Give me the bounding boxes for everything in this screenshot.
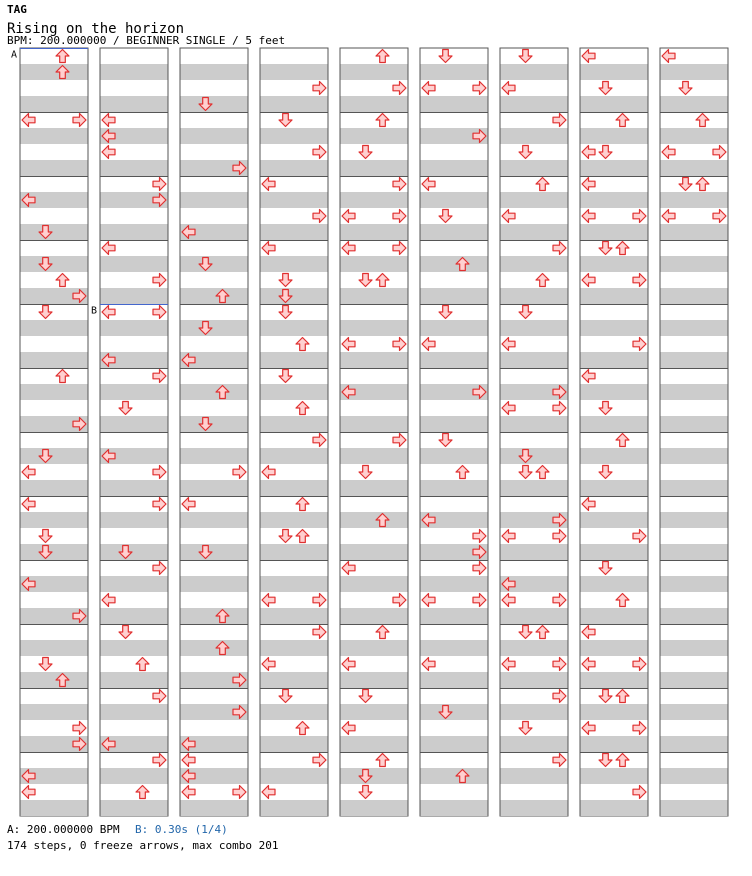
row-stripe [341,800,408,816]
row-stripe [581,384,648,400]
row-stripe [421,768,488,784]
row-stripe [661,480,728,496]
row-stripe [581,672,648,688]
row-stripe [661,672,728,688]
row-stripe [341,544,408,560]
stop-marker-label: B [91,305,98,317]
row-stripe [261,576,328,592]
row-stripe [581,768,648,784]
chart-column-2 [100,48,168,816]
step-stats: 174 steps, 0 freeze arrows, max combo 201 [7,839,279,852]
row-stripe [421,256,488,272]
song-title: Rising on the horizon [7,21,185,37]
row-stripe [181,288,248,304]
row-stripe [101,544,168,560]
row-stripe [341,448,408,464]
row-stripe [341,96,408,112]
row-stripe [341,320,408,336]
row-stripe [181,384,248,400]
row-stripe [261,480,328,496]
row-stripe [421,480,488,496]
row-stripe [661,576,728,592]
row-stripe [661,640,728,656]
row-stripe [21,256,88,272]
row-stripe [421,320,488,336]
row-stripe [421,64,488,80]
row-stripe [501,544,568,560]
row-stripe [21,160,88,176]
row-stripe [421,416,488,432]
row-stripe [341,736,408,752]
row-stripe [501,416,568,432]
row-stripe [341,480,408,496]
row-stripe [581,800,648,816]
row-stripe [581,128,648,144]
row-stripe [341,576,408,592]
row-stripe [181,128,248,144]
row-stripe [581,160,648,176]
row-stripe [341,256,408,272]
row-stripe [181,608,248,624]
row-stripe [261,64,328,80]
row-stripe [101,96,168,112]
row-stripe [501,768,568,784]
row-stripe [181,192,248,208]
row-stripe [421,672,488,688]
row-stripe [341,128,408,144]
row-stripe [661,256,728,272]
row-stripe [21,800,88,816]
row-stripe [21,640,88,656]
row-stripe [261,128,328,144]
row-stripe [341,608,408,624]
row-stripe [261,512,328,528]
row-stripe [261,544,328,560]
row-stripe [501,672,568,688]
row-stripe [661,192,728,208]
row-stripe [421,640,488,656]
row-stripe [661,352,728,368]
row-stripe [261,736,328,752]
row-stripe [341,640,408,656]
row-stripe [501,320,568,336]
row-stripe [581,224,648,240]
row-stripe [261,320,328,336]
legend-stop: B: 0.30s (1/4) [135,823,228,836]
row-stripe [421,352,488,368]
row-stripe [261,704,328,720]
row-stripe [501,352,568,368]
row-stripe [501,448,568,464]
row-stripe [661,416,728,432]
row-stripe [341,192,408,208]
row-stripe [421,288,488,304]
row-stripe [581,320,648,336]
row-stripe [261,224,328,240]
row-stripe [661,608,728,624]
row-stripe [261,352,328,368]
row-stripe [261,672,328,688]
row-stripe [501,96,568,112]
row-stripe [181,480,248,496]
row-stripe [101,704,168,720]
row-stripe [341,160,408,176]
row-stripe [181,576,248,592]
chart-column-8 [580,48,648,816]
row-stripe [21,672,88,688]
row-stripe [581,640,648,656]
row-stripe [661,384,728,400]
row-stripe [501,800,568,816]
row-stripe [341,672,408,688]
row-stripe [661,128,728,144]
row-stripe [101,160,168,176]
row-stripe [21,448,88,464]
row-stripe [181,512,248,528]
row-stripe [261,448,328,464]
row-stripe [581,352,648,368]
row-stripe [261,384,328,400]
row-stripe [101,672,168,688]
row-stripe [581,192,648,208]
chart-meta: BPM: 200.000000 / BEGINNER SINGLE / 5 feet [7,34,286,47]
row-stripe [101,480,168,496]
row-stripe [341,768,408,784]
row-stripe [101,416,168,432]
row-stripe [181,640,248,656]
row-stripe [581,448,648,464]
row-stripe [181,64,248,80]
row-stripe [501,160,568,176]
row-stripe [261,192,328,208]
row-stripe [501,640,568,656]
row-stripe [661,448,728,464]
row-stripe [21,96,88,112]
row-stripe [341,64,408,80]
row-stripe [341,288,408,304]
row-stripe [101,640,168,656]
row-stripe [181,416,248,432]
row-stripe [21,704,88,720]
row-stripe [661,320,728,336]
row-stripe [261,768,328,784]
row-stripe [501,192,568,208]
row-stripe [261,288,328,304]
row-stripe [21,64,88,80]
row-stripe [101,64,168,80]
row-stripe [581,64,648,80]
row-stripe [261,608,328,624]
row-stripe [101,768,168,784]
row-stripe [421,736,488,752]
row-stripe [101,256,168,272]
row-stripe [421,192,488,208]
row-stripe [501,736,568,752]
row-stripe [21,512,88,528]
row-stripe [661,704,728,720]
row-stripe [581,512,648,528]
row-stripe [101,224,168,240]
row-stripe [341,352,408,368]
row-stripe [501,480,568,496]
row-stripe [21,352,88,368]
row-stripe [341,512,408,528]
row-stripe [21,128,88,144]
row-stripe [261,96,328,112]
row-stripe [101,320,168,336]
row-stripe [261,416,328,432]
row-stripe [421,448,488,464]
row-stripe [261,256,328,272]
row-stripe [661,512,728,528]
row-stripe [581,704,648,720]
row-stripe [501,288,568,304]
row-stripe [261,800,328,816]
row-stripe [501,704,568,720]
chart-column-3 [180,48,248,816]
row-stripe [421,704,488,720]
row-stripe [581,576,648,592]
row-stripe [581,96,648,112]
row-stripe [421,96,488,112]
row-stripe [21,384,88,400]
row-stripe [501,64,568,80]
chart-column-7 [500,48,568,816]
row-stripe [501,128,568,144]
row-stripe [101,576,168,592]
row-stripe [21,320,88,336]
row-stripe [101,384,168,400]
row-stripe [661,544,728,560]
row-stripe [581,480,648,496]
row-stripe [421,800,488,816]
row-stripe [661,768,728,784]
row-stripe [661,736,728,752]
row-stripe [21,544,88,560]
row-stripe [21,224,88,240]
row-stripe [261,160,328,176]
row-stripe [101,800,168,816]
row-stripe [661,64,728,80]
row-stripe [341,224,408,240]
row-stripe [101,512,168,528]
row-stripe [581,416,648,432]
row-stripe [21,480,88,496]
row-stripe [581,256,648,272]
row-stripe [581,544,648,560]
chart-column-1 [20,48,88,816]
row-stripe [261,640,328,656]
row-stripe [341,704,408,720]
row-stripe [101,608,168,624]
row-stripe [581,608,648,624]
row-stripe [501,256,568,272]
row-stripe [661,800,728,816]
row-stripe [661,224,728,240]
chart-column-5 [340,48,408,816]
row-stripe [661,160,728,176]
row-stripe [421,608,488,624]
chart-column-6 [420,48,488,816]
chart-column-4 [260,48,328,816]
row-stripe [581,288,648,304]
row-stripe [181,96,248,112]
row-stripe [421,160,488,176]
row-stripe [661,96,728,112]
row-stripe [341,416,408,432]
row-stripe [661,288,728,304]
chart-column-9 [660,48,728,816]
row-stripe [421,224,488,240]
row-stripe [501,608,568,624]
row-stripe [181,256,248,272]
row-stripe [101,288,168,304]
row-stripe [181,544,248,560]
legend-bpm: A: 200.000000 BPM [7,823,120,836]
chart-tag: TAG [7,3,27,16]
row-stripe [181,800,248,816]
row-stripe [501,224,568,240]
row-stripe [581,736,648,752]
row-stripe [181,320,248,336]
row-stripe [181,448,248,464]
bpm-marker-label: A [11,49,18,61]
row-stripe [421,576,488,592]
